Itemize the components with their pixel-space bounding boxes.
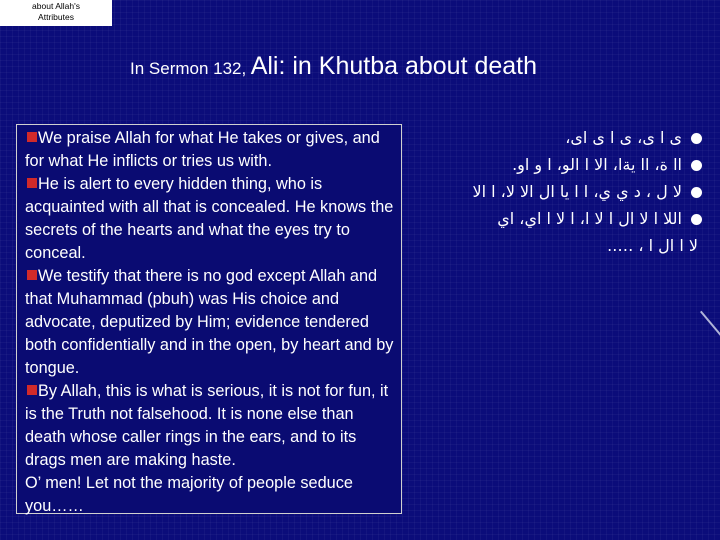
arabic-line [404,205,708,232]
red-square-bullet-icon [27,178,37,188]
english-paragraph-text: O’ men! Let not the majority of people seduce you…… [25,474,353,515]
round-bullet-icon [691,214,702,225]
english-text-panel [16,124,402,514]
red-square-bullet-icon [27,132,37,142]
english-paragraph-text: We testify that there is no god except Allah and that Muhammad (pbuh) was His choice and advocate, deputized by Him; evidence tendered both confidentially and in the open, by heart and by tongue. [25,267,394,377]
round-bullet-icon [691,187,702,198]
english-paragraph [25,380,397,472]
english-paragraph [25,265,397,380]
english-paragraph [25,127,397,173]
arabic-text-panel [404,124,708,294]
round-bullet-icon [691,133,702,144]
round-bullet-icon [691,160,702,171]
arabic-line-text: اا ة، اا يةا، الا ا الو، ا و او. [512,155,682,174]
english-paragraph [25,173,397,265]
slide-tag-line-2: Attributes [38,12,74,22]
red-square-bullet-icon [27,385,37,395]
arabic-line [404,178,708,205]
slide-title [130,52,537,81]
arabic-line-text: اللا ا لا ال ا لا ا، ا لا ا اي، اي [497,209,682,228]
english-paragraph-text: We praise Allah for what He takes or gives, and for what He inflicts or tries us with. [25,129,380,170]
arabic-line [404,151,708,178]
arabic-line-text: ى ا ى، ى ا ى اى، [565,128,682,147]
arabic-line-text: لا ا ال ا ، ….. [607,236,698,255]
title-prefix: In Sermon 132, [130,59,247,78]
english-paragraph [25,472,397,518]
title-main: Ali: in Khutba about death [250,52,538,80]
english-paragraph-text: By Allah, this is what is serious, it is not for fun, it is the Truth not falsehood. It is none else than death whose caller rings in the ears, and to its drags men are making haste. [25,382,389,469]
decorative-line [700,311,720,343]
red-square-bullet-icon [27,270,37,280]
slide-tag [0,0,112,26]
slide-tag-line-1: about Allah's [32,1,80,11]
arabic-line-text: لا ل ، د ي ي، ا ا يا ال الا لا، ا الا [472,182,682,201]
arabic-line [404,124,708,151]
english-paragraph-text: He is alert to every hidden thing, who is acquainted with all that is concealed. He knows the secrets of the hearts and what the eyes try to conceal. [25,175,394,262]
arabic-line [404,232,708,259]
